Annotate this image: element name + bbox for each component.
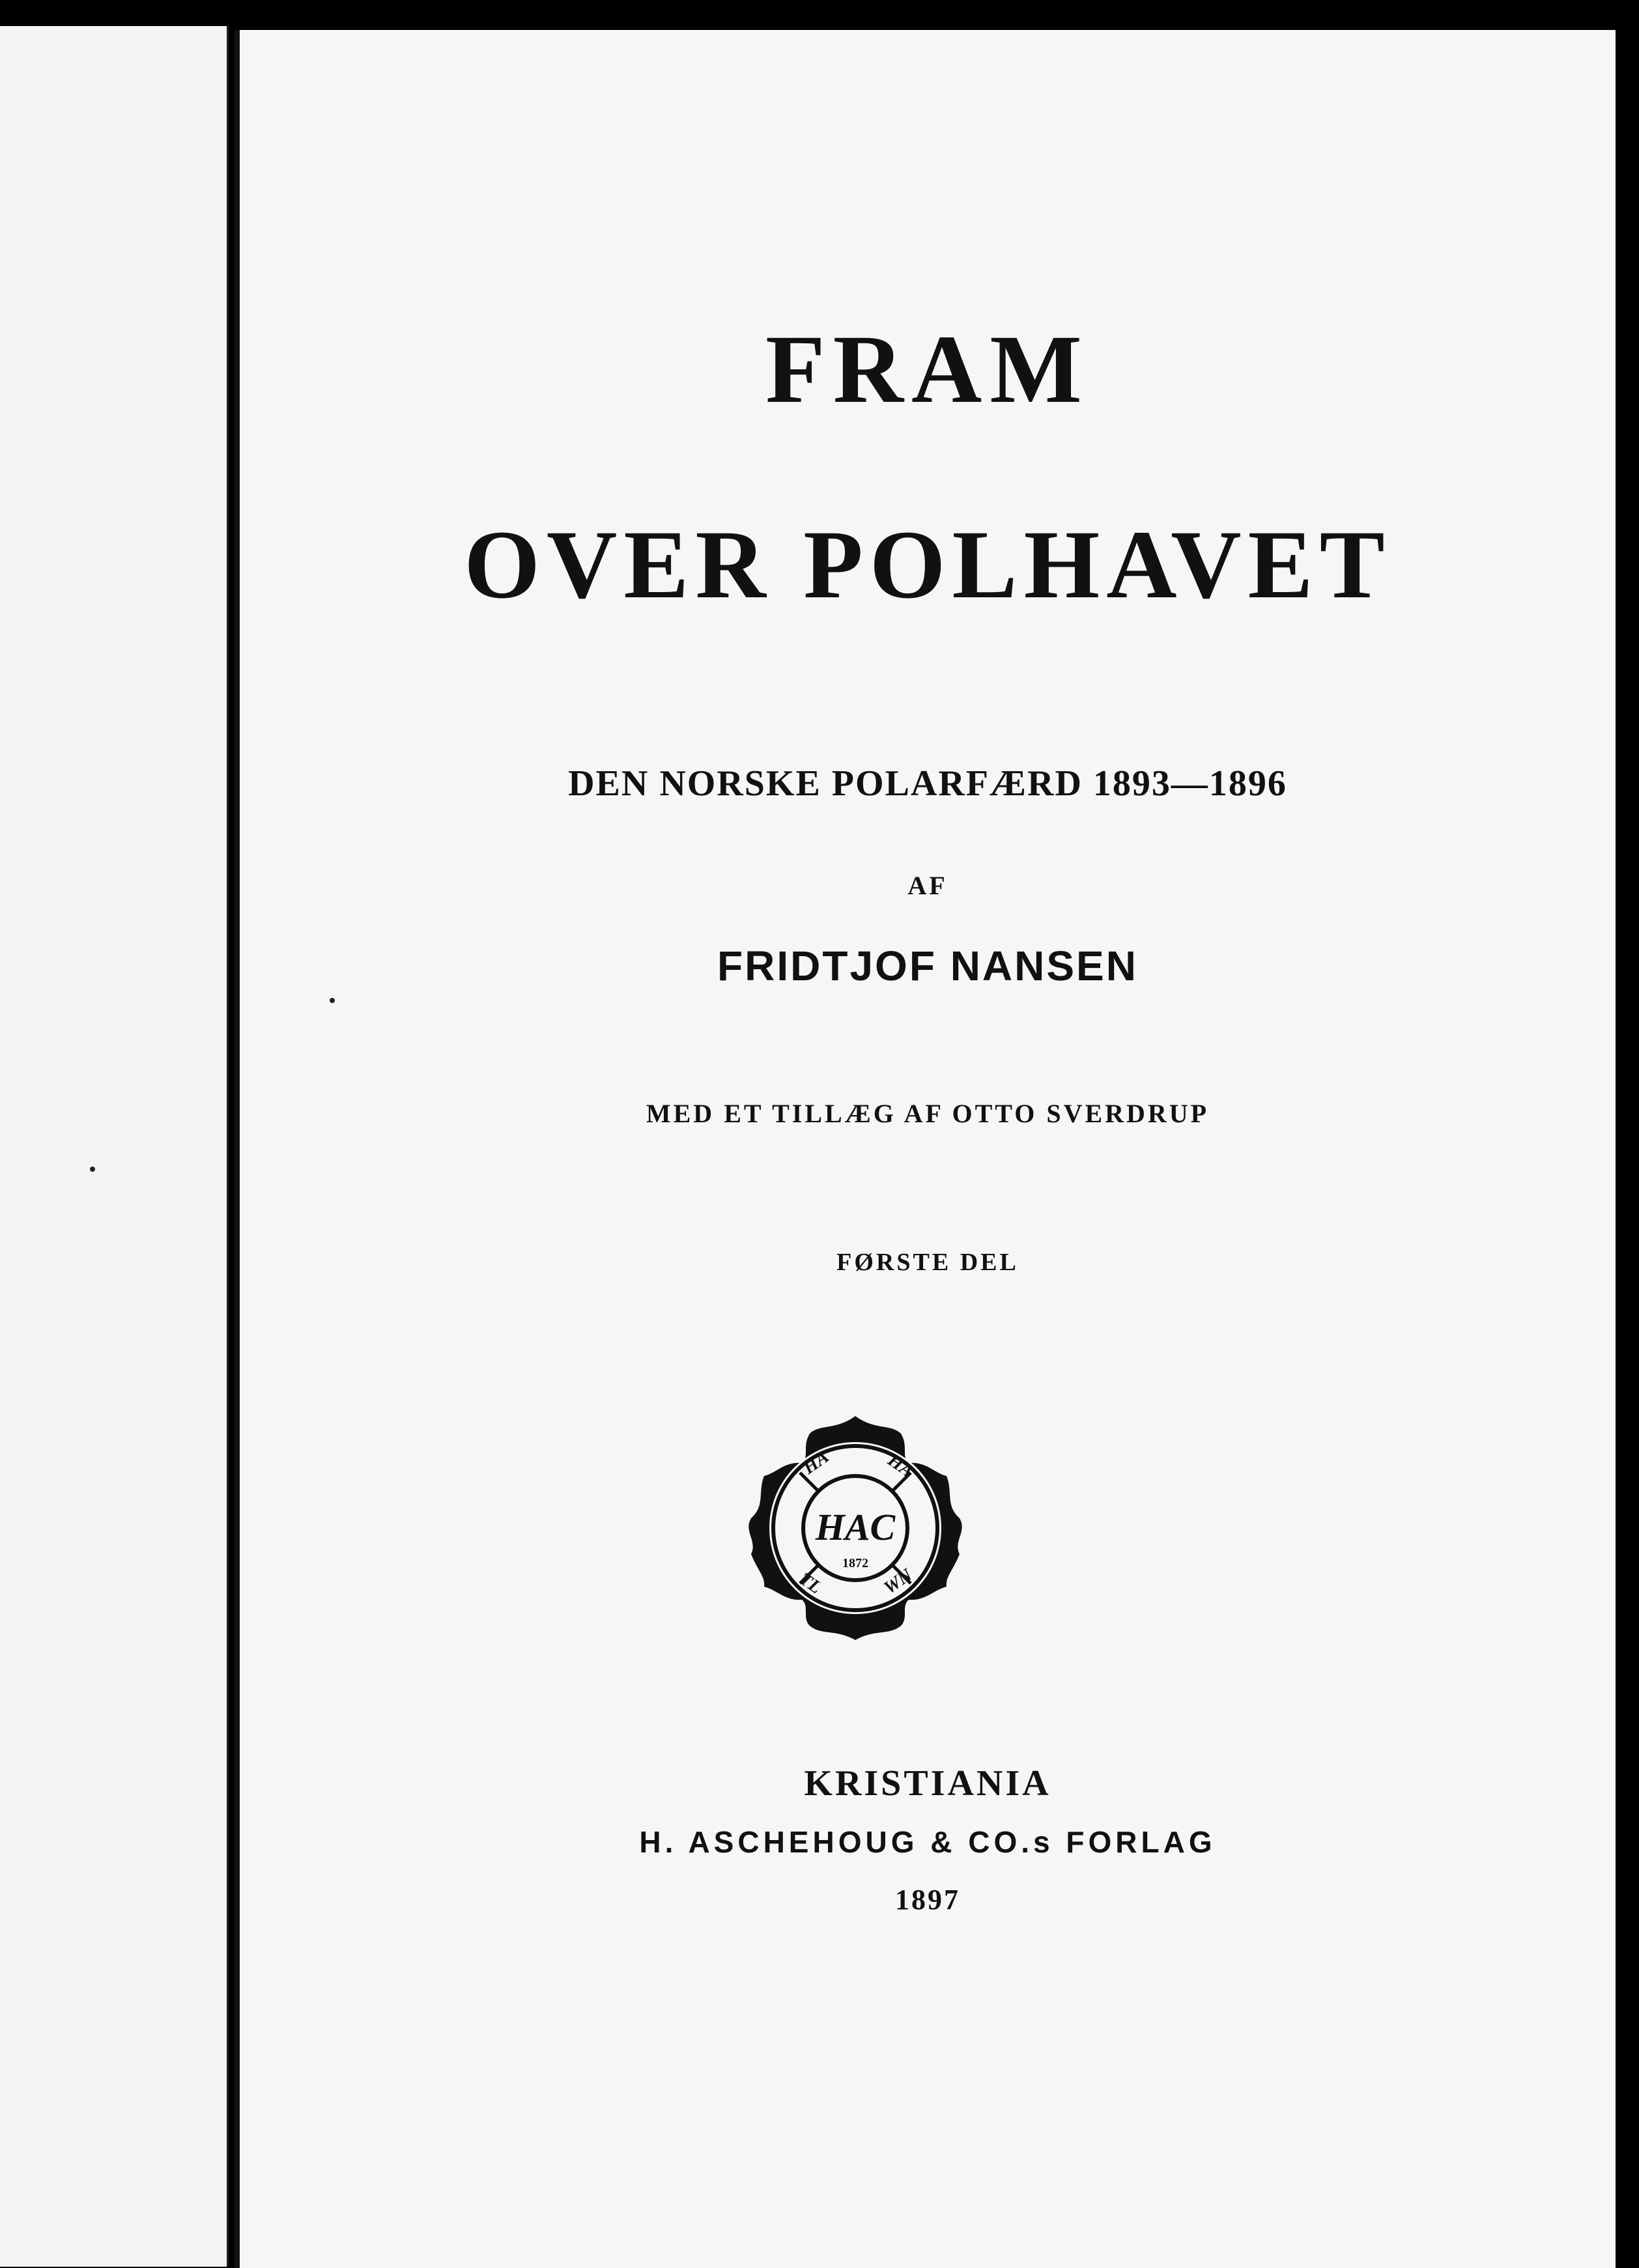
emblem-monogram: HAC xyxy=(815,1506,896,1548)
imprint-publisher: H. ASCHEHOUG & CO.s FORLAG xyxy=(639,1825,1216,1859)
emblem-year: 1872 xyxy=(842,1556,868,1570)
paper-speck xyxy=(90,1167,95,1172)
emblem-corner-br: WN xyxy=(880,1565,916,1598)
emblem-corner-tl: HA xyxy=(799,1447,833,1479)
emblem-corner-tr: HA xyxy=(883,1450,917,1482)
volume-label: FØRSTE DEL xyxy=(836,1249,1019,1276)
paper-speck xyxy=(330,998,335,1003)
imprint-city: KRISTIANIA xyxy=(804,1763,1051,1804)
title-page xyxy=(235,30,1616,2268)
book-title-line-1: FRAM xyxy=(765,315,1090,423)
book-title-line-2: OVER POLHAVET xyxy=(464,511,1391,619)
emblem-corner-bl: TL xyxy=(795,1568,825,1598)
book-subtitle: DEN NORSKE POLARFÆRD 1893—1896 xyxy=(568,763,1287,804)
author-name: FRIDTJOF NANSEN xyxy=(717,943,1138,989)
by-line: AF xyxy=(907,871,948,900)
facing-blank-page xyxy=(0,26,229,2267)
imprint-year: 1897 xyxy=(895,1884,960,1916)
publisher-emblem xyxy=(738,1411,973,1645)
supplement-note: MED ET TILLÆG AF OTTO SVERDRUP xyxy=(646,1099,1210,1128)
